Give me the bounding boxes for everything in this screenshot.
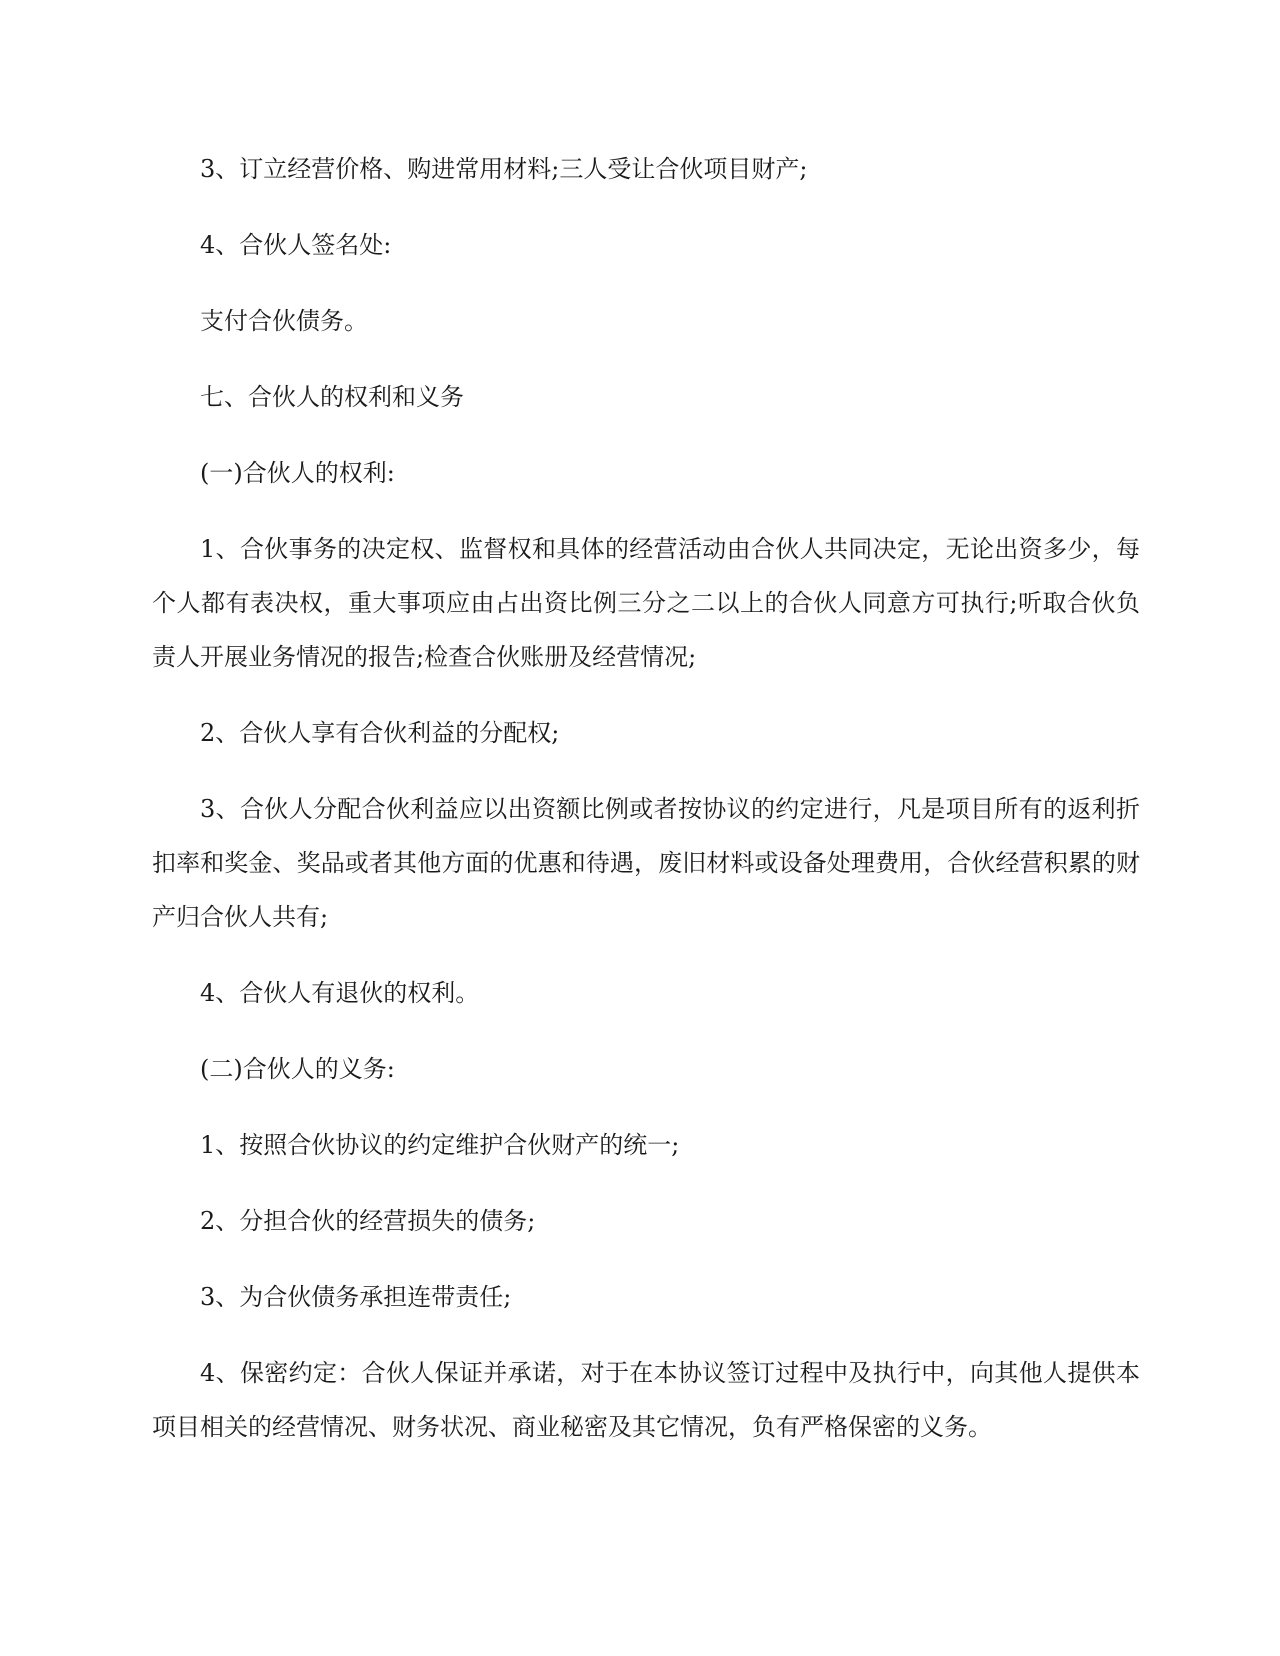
subheading-partner-rights: (一)合伙人的权利:: [200, 459, 395, 487]
paragraph-right-withdrawal: 4、合伙人有退伙的权利。: [200, 979, 480, 1007]
paragraph-pay-debts: 支付合伙债务。: [200, 307, 368, 335]
document-body: [152, 142, 1140, 1476]
subheading-partner-duties: (二)合伙人的义务:: [200, 1055, 395, 1083]
paragraph-duty-property: 1、按照合伙协议的约定维护合伙财产的统一;: [200, 1131, 680, 1159]
section-heading-rights-duties: 七、合伙人的权利和义务: [200, 383, 464, 411]
paragraph-duty-losses: 2、分担合伙的经营损失的债务;: [200, 1207, 536, 1235]
paragraph-partner-signature: 4、合伙人签名处:: [200, 231, 392, 259]
paragraph-duty-confidentiality: 4、保密约定：合伙人保证并承诺，对于在本协议签订过程中及执行中，向其他人提供本项目相关的经营情况、财务状况、商业秘密及其它情况，负有严格保密的义务。: [152, 1359, 1140, 1441]
paragraph-duty-liability: 3、为合伙债务承担连带责任;: [200, 1283, 512, 1311]
paragraph-material-purchase: 3、订立经营价格、购进常用材料;三人受让合伙项目财产;: [200, 155, 808, 183]
paragraph-right-distribution: 2、合伙人享有合伙利益的分配权;: [200, 719, 560, 747]
paragraph-right-profit-sharing: 3、合伙人分配合伙利益应以出资额比例或者按协议的约定进行，凡是项目所有的返利折扣率和奖金、奖品或者其他方面的优惠和待遇，废旧材料或设备处理费用，合伙经营积累的财产归合伙人共有;: [152, 795, 1140, 931]
paragraph-right-decision: 1、合伙事务的决定权、监督权和具体的经营活动由合伙人共同决定，无论出资多少，每个人都有表决权，重大事项应由占出资比例三分之二以上的合伙人同意方可执行;听取合伙负责人开展业务情况的报告;检查合伙账册及经营情况;: [152, 535, 1140, 671]
